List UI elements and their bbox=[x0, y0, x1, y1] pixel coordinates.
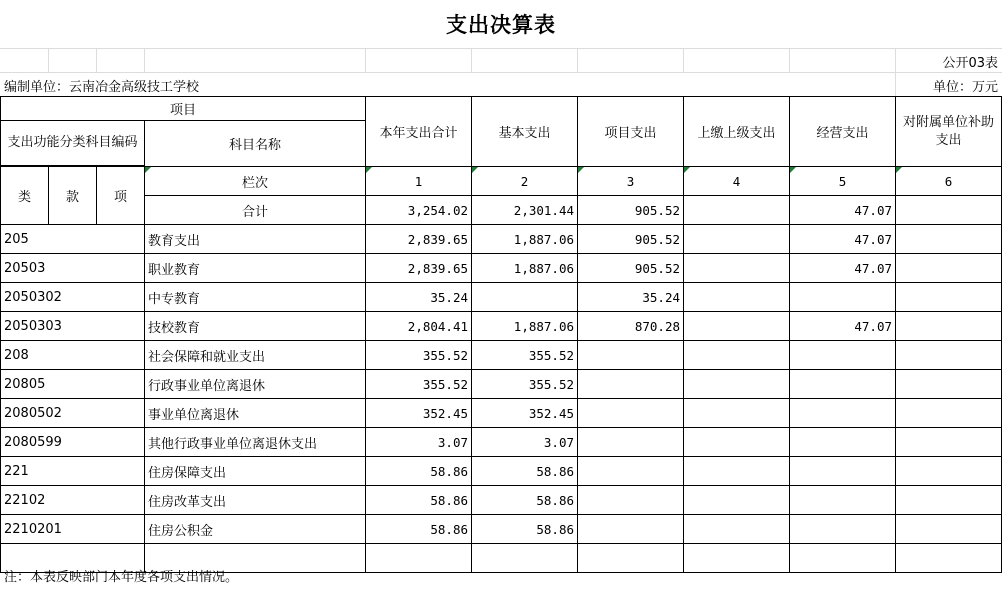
function-code-cell[interactable]: 208 bbox=[1, 341, 145, 370]
header-col4[interactable]: 上缴上级支出 bbox=[684, 97, 790, 167]
amount-cell[interactable]: 58.86 bbox=[366, 457, 472, 486]
amount-cell[interactable]: 2,839.65 bbox=[366, 225, 472, 254]
table-title: 支出决算表 bbox=[446, 13, 556, 37]
table-row bbox=[1, 283, 1002, 312]
amount-cell[interactable] bbox=[578, 486, 684, 515]
function-code-cell[interactable]: 2050303 bbox=[1, 312, 145, 341]
total-cell[interactable]: 3,254.02 bbox=[366, 196, 472, 225]
amount-cell[interactable] bbox=[896, 515, 1002, 544]
total-cell[interactable]: 2,301.44 bbox=[472, 196, 578, 225]
amount-cell[interactable]: 47.07 bbox=[790, 312, 896, 341]
amount-cell[interactable]: 352.45 bbox=[366, 399, 472, 428]
total-cell[interactable] bbox=[896, 196, 1002, 225]
total-cell[interactable]: 47.07 bbox=[790, 196, 896, 225]
total-label[interactable]: 合计 bbox=[145, 196, 366, 225]
amount-cell[interactable]: 355.52 bbox=[366, 370, 472, 399]
header-col5[interactable]: 经营支出 bbox=[790, 97, 896, 167]
amount-cell[interactable] bbox=[578, 370, 684, 399]
amount-cell[interactable]: 1,887.06 bbox=[472, 312, 578, 341]
amount-cell[interactable] bbox=[472, 544, 578, 573]
amount-cell[interactable]: 1,887.06 bbox=[472, 225, 578, 254]
amount-cell[interactable] bbox=[896, 399, 1002, 428]
amount-cell[interactable] bbox=[896, 225, 1002, 254]
amount-cell[interactable]: 58.86 bbox=[472, 486, 578, 515]
subject-name-cell[interactable]: 技校教育 bbox=[145, 312, 366, 341]
amount-cell[interactable]: 355.52 bbox=[472, 341, 578, 370]
amount-cell[interactable]: 2,804.41 bbox=[366, 312, 472, 341]
amount-cell[interactable]: 58.86 bbox=[472, 515, 578, 544]
amount-cell[interactable]: 352.45 bbox=[472, 399, 578, 428]
table-row bbox=[1, 254, 1002, 283]
grid-line bbox=[683, 48, 684, 72]
amount-cell[interactable] bbox=[790, 486, 896, 515]
expenditure-table bbox=[0, 96, 1002, 573]
subject-name-cell[interactable]: 其他行政事业单位离退休支出 bbox=[145, 428, 366, 457]
header-func-code[interactable]: 支出功能分类科目编码 bbox=[1, 121, 145, 166]
subject-name-cell[interactable]: 住房公积金 bbox=[145, 515, 366, 544]
amount-cell[interactable] bbox=[684, 428, 790, 457]
amount-cell[interactable] bbox=[790, 370, 896, 399]
amount-cell[interactable]: 58.86 bbox=[366, 515, 472, 544]
amount-cell[interactable] bbox=[684, 341, 790, 370]
total-row bbox=[1, 196, 1002, 225]
amount-cell[interactable] bbox=[684, 457, 790, 486]
grid-line bbox=[48, 48, 49, 72]
amount-cell[interactable]: 355.52 bbox=[366, 341, 472, 370]
function-code-cell[interactable]: 205 bbox=[1, 225, 145, 254]
grid-line bbox=[895, 48, 896, 96]
subject-name-cell[interactable]: 职业教育 bbox=[145, 254, 366, 283]
amount-cell[interactable] bbox=[790, 283, 896, 312]
table-row bbox=[1, 225, 1002, 254]
amount-cell[interactable] bbox=[790, 341, 896, 370]
grid-line bbox=[0, 48, 1002, 49]
grid-line bbox=[96, 48, 97, 72]
header-col1[interactable]: 本年支出合计 bbox=[366, 97, 472, 167]
table-row bbox=[1, 457, 1002, 486]
header-lanci[interactable]: 栏次 bbox=[145, 167, 366, 196]
amount-cell[interactable] bbox=[472, 283, 578, 312]
function-code-cell[interactable]: 2050302 bbox=[1, 283, 145, 312]
col-number[interactable]: 1 bbox=[366, 167, 472, 196]
header-lei[interactable]: 类 bbox=[1, 167, 49, 225]
amount-cell[interactable]: 905.52 bbox=[578, 225, 684, 254]
amount-cell[interactable] bbox=[578, 341, 684, 370]
subject-name-cell[interactable]: 事业单位离退休 bbox=[145, 399, 366, 428]
amount-cell[interactable] bbox=[684, 370, 790, 399]
table-row bbox=[1, 370, 1002, 399]
amount-cell[interactable] bbox=[684, 254, 790, 283]
grid-line bbox=[0, 72, 1002, 73]
amount-cell[interactable]: 3.07 bbox=[366, 428, 472, 457]
header-col2[interactable]: 基本支出 bbox=[472, 97, 578, 167]
amount-cell[interactable] bbox=[578, 544, 684, 573]
table-row bbox=[1, 486, 1002, 515]
amount-cell[interactable] bbox=[684, 399, 790, 428]
function-code-cell[interactable]: 2210201 bbox=[1, 515, 145, 544]
header-xiang[interactable]: 项 bbox=[97, 167, 145, 225]
subject-name-cell[interactable]: 社会保障和就业支出 bbox=[145, 341, 366, 370]
grid-line bbox=[471, 48, 472, 72]
amount-cell[interactable] bbox=[896, 254, 1002, 283]
amount-cell[interactable] bbox=[790, 399, 896, 428]
subject-name-cell[interactable]: 住房保障支出 bbox=[145, 457, 366, 486]
subject-name-cell[interactable]: 中专教育 bbox=[145, 283, 366, 312]
function-code-cell[interactable]: 22102 bbox=[1, 486, 145, 515]
amount-cell[interactable]: 47.07 bbox=[790, 254, 896, 283]
grid-line bbox=[144, 48, 145, 72]
amount-cell[interactable] bbox=[578, 428, 684, 457]
subject-name-cell[interactable]: 住房改革支出 bbox=[145, 486, 366, 515]
header-col3[interactable]: 项目支出 bbox=[578, 97, 684, 167]
header-kuan[interactable]: 款 bbox=[49, 167, 97, 225]
total-cell[interactable] bbox=[684, 196, 790, 225]
table-row bbox=[1, 399, 1002, 428]
col-number[interactable]: 2 bbox=[472, 167, 578, 196]
amount-cell[interactable] bbox=[896, 312, 1002, 341]
amount-cell[interactable] bbox=[896, 486, 1002, 515]
table-row bbox=[1, 312, 1002, 341]
col-number[interactable]: 3 bbox=[578, 167, 684, 196]
amount-cell[interactable] bbox=[684, 486, 790, 515]
money-unit: 单位：万元 bbox=[932, 80, 998, 95]
amount-cell[interactable] bbox=[684, 225, 790, 254]
amount-cell[interactable] bbox=[790, 428, 896, 457]
amount-cell[interactable]: 905.52 bbox=[578, 254, 684, 283]
subject-name-cell[interactable]: 教育支出 bbox=[145, 225, 366, 254]
function-code-cell[interactable]: 2080502 bbox=[1, 399, 145, 428]
table-row bbox=[1, 515, 1002, 544]
amount-cell[interactable] bbox=[578, 457, 684, 486]
amount-cell[interactable] bbox=[896, 341, 1002, 370]
amount-cell[interactable]: 35.24 bbox=[578, 283, 684, 312]
table-row bbox=[1, 341, 1002, 370]
table-note: 注：本表反映部门本年度各项支出情况。 bbox=[4, 570, 239, 585]
form-code: 公开03表 bbox=[942, 56, 998, 71]
amount-cell[interactable]: 35.24 bbox=[366, 283, 472, 312]
function-code-cell[interactable]: 20503 bbox=[1, 254, 145, 283]
col-number[interactable]: 4 bbox=[684, 167, 790, 196]
amount-cell[interactable]: 1,887.06 bbox=[472, 254, 578, 283]
grid-line bbox=[365, 48, 366, 72]
total-cell[interactable]: 905.52 bbox=[578, 196, 684, 225]
amount-cell[interactable] bbox=[896, 283, 1002, 312]
amount-cell[interactable] bbox=[366, 544, 472, 573]
header-subject-name[interactable]: 科目名称 bbox=[145, 121, 366, 167]
amount-cell[interactable] bbox=[578, 399, 684, 428]
function-code-cell[interactable]: 221 bbox=[1, 457, 145, 486]
amount-cell[interactable]: 3.07 bbox=[472, 428, 578, 457]
grid-line bbox=[789, 48, 790, 72]
amount-cell[interactable] bbox=[896, 457, 1002, 486]
function-code-cell[interactable]: 2080599 bbox=[1, 428, 145, 457]
compiling-unit: 编制单位：云南冶金高级技工学校 bbox=[4, 80, 200, 95]
grid-line bbox=[577, 48, 578, 72]
header-item[interactable]: 项目 bbox=[1, 97, 366, 121]
amount-cell[interactable] bbox=[790, 515, 896, 544]
amount-cell[interactable] bbox=[790, 544, 896, 573]
amount-cell[interactable]: 47.07 bbox=[790, 225, 896, 254]
amount-cell[interactable] bbox=[684, 283, 790, 312]
subject-name-cell[interactable]: 行政事业单位离退休 bbox=[145, 370, 366, 399]
amount-cell[interactable]: 355.52 bbox=[472, 370, 578, 399]
col-number[interactable]: 6 bbox=[896, 167, 1002, 196]
amount-cell[interactable] bbox=[896, 370, 1002, 399]
table-row bbox=[1, 428, 1002, 457]
function-code-cell[interactable]: 20805 bbox=[1, 370, 145, 399]
amount-cell[interactable] bbox=[790, 457, 896, 486]
amount-cell[interactable]: 58.86 bbox=[472, 457, 578, 486]
amount-cell[interactable] bbox=[578, 515, 684, 544]
amount-cell[interactable]: 870.28 bbox=[578, 312, 684, 341]
amount-cell[interactable] bbox=[896, 544, 1002, 573]
col-number[interactable]: 5 bbox=[790, 167, 896, 196]
header-col6[interactable]: 对附属单位补助支出 bbox=[896, 97, 1002, 167]
amount-cell[interactable] bbox=[684, 312, 790, 341]
amount-cell[interactable]: 2,839.65 bbox=[366, 254, 472, 283]
amount-cell[interactable] bbox=[896, 428, 1002, 457]
amount-cell[interactable] bbox=[684, 544, 790, 573]
amount-cell[interactable]: 58.86 bbox=[366, 486, 472, 515]
amount-cell[interactable] bbox=[684, 515, 790, 544]
